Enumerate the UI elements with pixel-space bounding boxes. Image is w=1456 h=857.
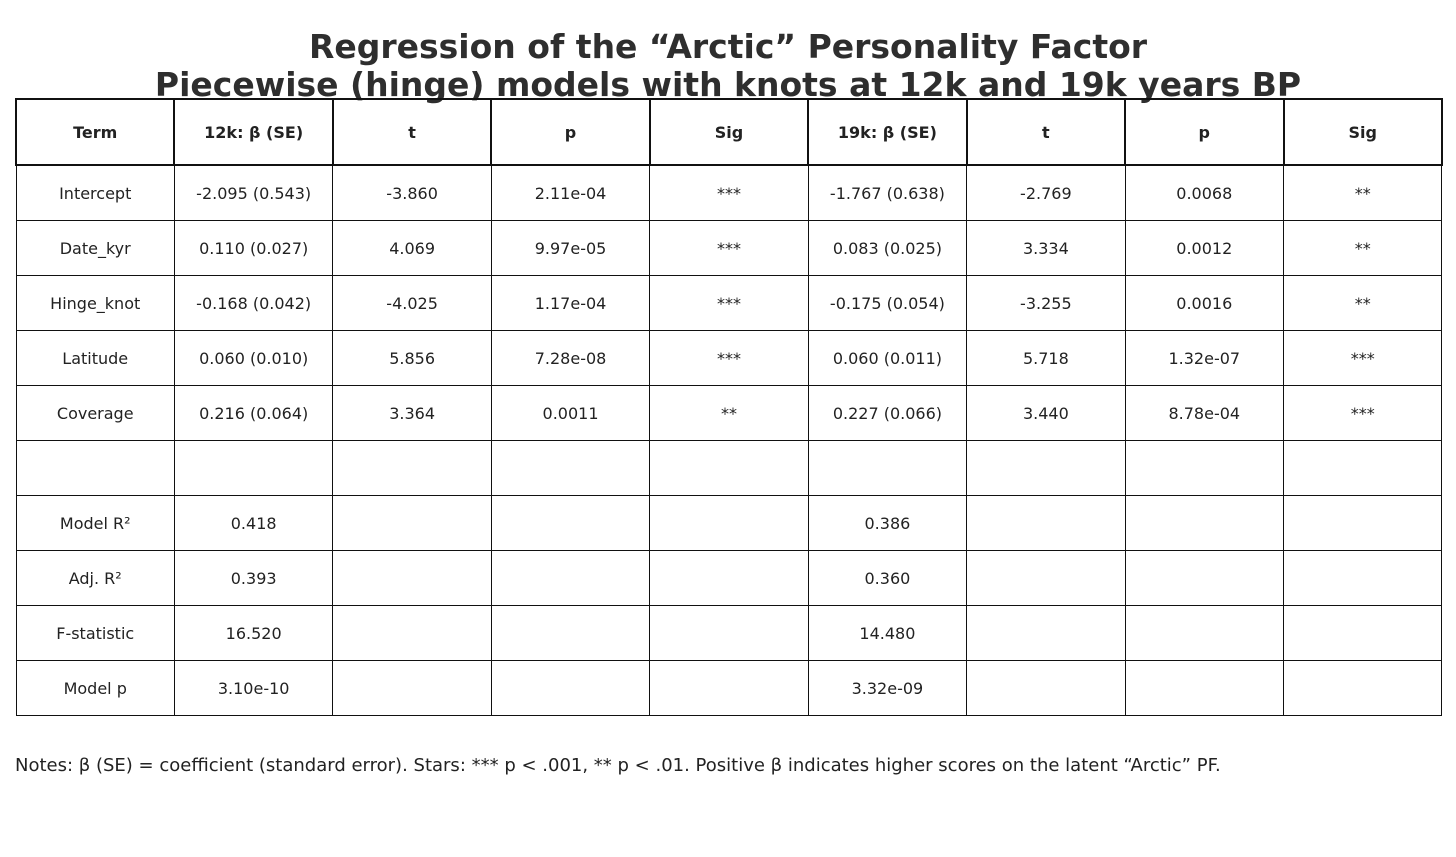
value-cell: 0.060 (0.010) — [174, 331, 332, 386]
value-cell: ** — [650, 386, 808, 441]
value-cell: -0.168 (0.042) — [174, 276, 332, 331]
term-cell — [16, 441, 174, 496]
regression-table — [15, 98, 1443, 716]
table-row — [16, 441, 1442, 496]
value-cell: 0.360 — [808, 551, 966, 606]
value-cell: *** — [650, 165, 808, 221]
value-cell: -0.175 (0.054) — [808, 276, 966, 331]
value-cell: -1.767 (0.638) — [808, 165, 966, 221]
table-row — [16, 551, 1442, 606]
value-cell: *** — [1284, 331, 1442, 386]
column-header: Sig — [650, 99, 808, 165]
value-cell — [491, 496, 649, 551]
value-cell: 1.32e-07 — [1125, 331, 1283, 386]
value-cell: 1.17e-04 — [491, 276, 649, 331]
value-cell — [650, 606, 808, 661]
value-cell — [174, 441, 332, 496]
value-cell — [1125, 496, 1283, 551]
term-cell: Model p — [16, 661, 174, 716]
value-cell — [1284, 606, 1442, 661]
chart-subtitle: Piecewise (hinge) models with knots at 12k and 19k years BP — [154, 65, 1302, 104]
term-cell: Adj. R² — [16, 551, 174, 606]
column-header: t — [333, 99, 491, 165]
term-cell: Model R² — [16, 496, 174, 551]
value-cell — [967, 661, 1125, 716]
value-cell: *** — [650, 331, 808, 386]
table-notes: Notes: β (SE) = coefficient (standard error). Stars: *** p < .001, ** p < .01. Positive β indicates higher scores on the latent “Arctic” PF. — [15, 755, 1221, 776]
value-cell — [333, 496, 491, 551]
value-cell — [1284, 441, 1442, 496]
value-cell: 3.10e-10 — [174, 661, 332, 716]
value-cell — [1125, 606, 1283, 661]
table-row — [16, 276, 1442, 331]
value-cell: 3.334 — [967, 221, 1125, 276]
value-cell: 14.480 — [808, 606, 966, 661]
term-cell: Latitude — [16, 331, 174, 386]
term-cell: F-statistic — [16, 606, 174, 661]
column-header: p — [491, 99, 649, 165]
value-cell: 0.227 (0.066) — [808, 386, 966, 441]
value-cell: 0.418 — [174, 496, 332, 551]
value-cell: 5.718 — [967, 331, 1125, 386]
value-cell — [650, 661, 808, 716]
value-cell — [491, 551, 649, 606]
term-cell: Hinge_knot — [16, 276, 174, 331]
value-cell: -2.769 — [967, 165, 1125, 221]
value-cell — [1284, 551, 1442, 606]
value-cell: ** — [1284, 276, 1442, 331]
value-cell: ** — [1284, 165, 1442, 221]
value-cell: 0.216 (0.064) — [174, 386, 332, 441]
value-cell — [650, 496, 808, 551]
value-cell — [1125, 661, 1283, 716]
value-cell: 0.0011 — [491, 386, 649, 441]
value-cell — [491, 606, 649, 661]
table-body — [16, 165, 1442, 716]
table-row — [16, 165, 1442, 221]
value-cell: 2.11e-04 — [491, 165, 649, 221]
header-row — [16, 99, 1442, 165]
value-cell — [967, 496, 1125, 551]
value-cell: 4.069 — [333, 221, 491, 276]
value-cell: -2.095 (0.543) — [174, 165, 332, 221]
value-cell — [808, 441, 966, 496]
value-cell: 0.0012 — [1125, 221, 1283, 276]
chart-title: Regression of the “Arctic” Personality Factor — [308, 27, 1148, 66]
value-cell — [491, 661, 649, 716]
value-cell: 0.393 — [174, 551, 332, 606]
value-cell — [1125, 551, 1283, 606]
column-header: p — [1125, 99, 1283, 165]
value-cell: 9.97e-05 — [491, 221, 649, 276]
value-cell: 8.78e-04 — [1125, 386, 1283, 441]
table-row — [16, 606, 1442, 661]
value-cell — [967, 551, 1125, 606]
value-cell: *** — [650, 276, 808, 331]
value-cell: ** — [1284, 221, 1442, 276]
value-cell — [333, 606, 491, 661]
value-cell: -3.860 — [333, 165, 491, 221]
value-cell: 0.0016 — [1125, 276, 1283, 331]
column-header: 19k: β (SE) — [808, 99, 966, 165]
table-row — [16, 661, 1442, 716]
value-cell — [333, 661, 491, 716]
column-header: Term — [16, 99, 174, 165]
term-cell: Intercept — [16, 165, 174, 221]
value-cell — [650, 551, 808, 606]
term-cell: Date_kyr — [16, 221, 174, 276]
value-cell — [967, 606, 1125, 661]
table-row — [16, 496, 1442, 551]
value-cell: 7.28e-08 — [491, 331, 649, 386]
value-cell: 16.520 — [174, 606, 332, 661]
value-cell: *** — [1284, 386, 1442, 441]
value-cell — [333, 551, 491, 606]
column-header: t — [967, 99, 1125, 165]
column-header: 12k: β (SE) — [174, 99, 332, 165]
value-cell: 3.440 — [967, 386, 1125, 441]
value-cell: *** — [650, 221, 808, 276]
value-cell — [1284, 496, 1442, 551]
value-cell: 0.083 (0.025) — [808, 221, 966, 276]
value-cell: 5.856 — [333, 331, 491, 386]
value-cell — [1125, 441, 1283, 496]
value-cell — [491, 441, 649, 496]
value-cell: 0.0068 — [1125, 165, 1283, 221]
table-row — [16, 331, 1442, 386]
value-cell: 0.060 (0.011) — [808, 331, 966, 386]
value-cell: -3.255 — [967, 276, 1125, 331]
value-cell — [333, 441, 491, 496]
value-cell — [1284, 661, 1442, 716]
value-cell: 3.32e-09 — [808, 661, 966, 716]
value-cell: 0.110 (0.027) — [174, 221, 332, 276]
column-header: Sig — [1284, 99, 1442, 165]
value-cell: 0.386 — [808, 496, 966, 551]
value-cell — [650, 441, 808, 496]
value-cell: -4.025 — [333, 276, 491, 331]
value-cell — [967, 441, 1125, 496]
value-cell: 3.364 — [333, 386, 491, 441]
table-row — [16, 386, 1442, 441]
table-row — [16, 221, 1442, 276]
term-cell: Coverage — [16, 386, 174, 441]
